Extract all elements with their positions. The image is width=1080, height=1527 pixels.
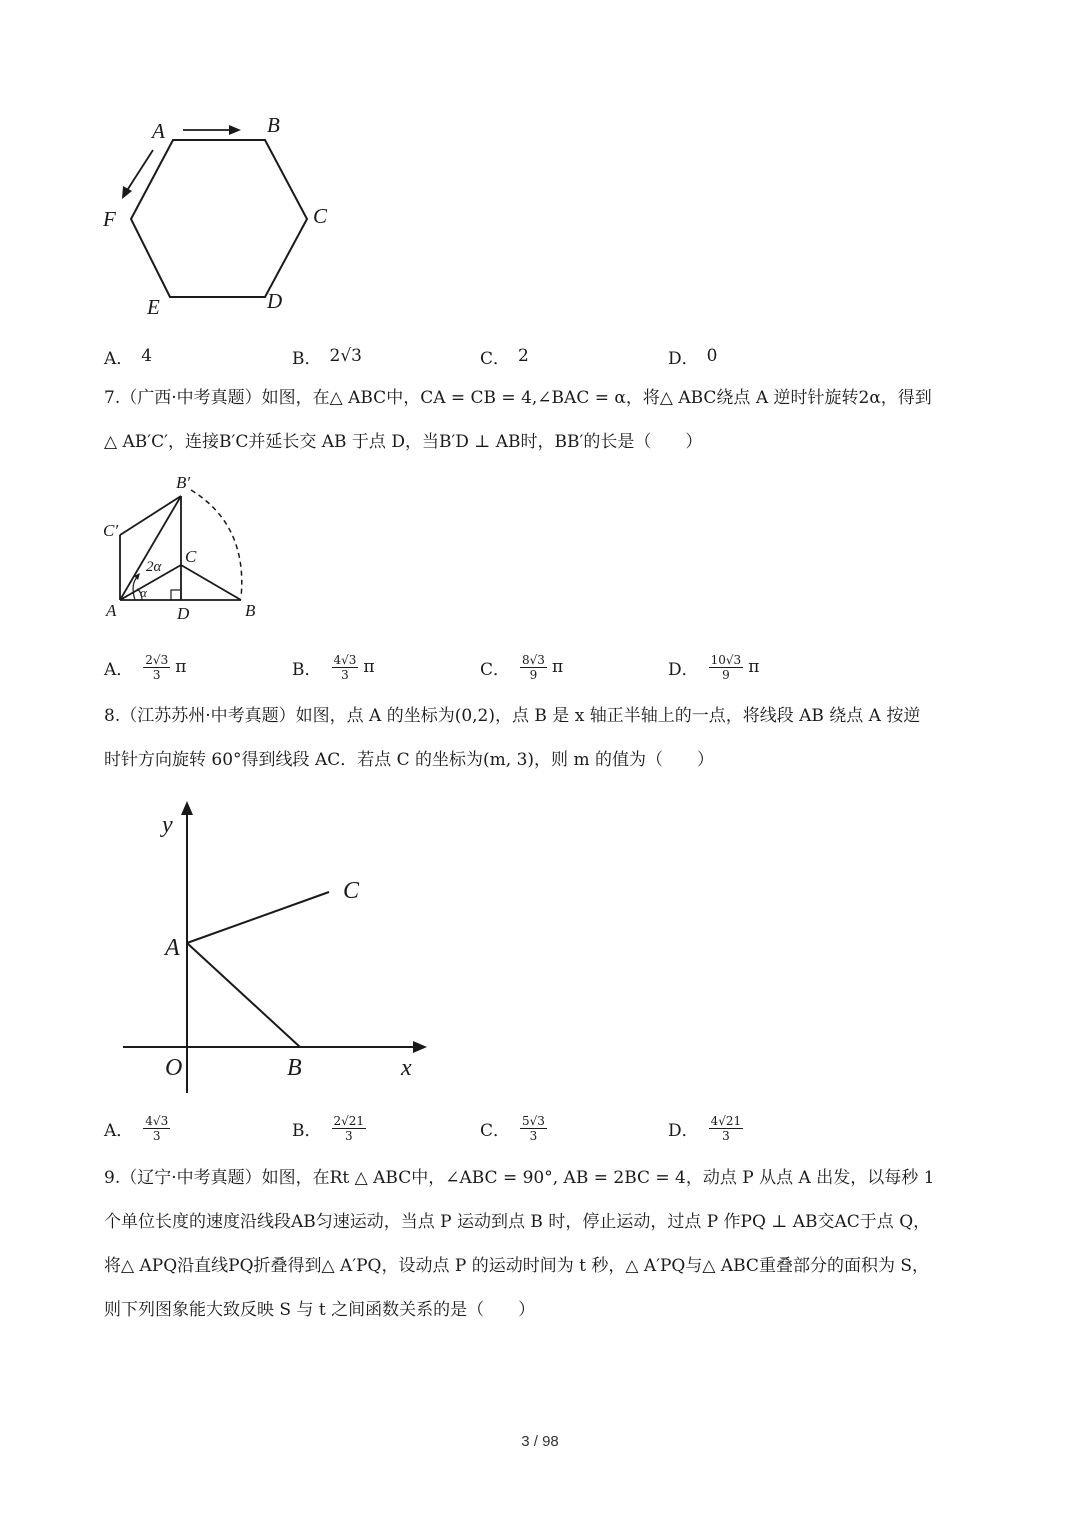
label-b: B	[287, 1055, 302, 1081]
q8-option-a[interactable]: A． $\frac{4√3}{3}$	[104, 1113, 169, 1143]
label-b: B	[245, 601, 256, 620]
q8-option-b[interactable]: B． $\frac{2√21}{3}$	[292, 1113, 365, 1143]
q8-line-2: 时针方向旋转 60°得到线段 AC．若点 C 的坐标为(m, 3)，则 m 的值为（ ）	[104, 750, 714, 770]
q6-options	[104, 336, 1004, 376]
rotation-arc	[191, 490, 242, 598]
label-a: A	[106, 601, 117, 620]
segment-ac	[187, 892, 329, 943]
fraction: $\frac{4√21}{3}$	[710, 1113, 742, 1143]
label-y: y	[162, 812, 173, 838]
q9-line-4: 则下列图象能大致反映 S 与 t 之间函数关系的是（ ）	[104, 1300, 536, 1320]
label-2alpha: 2α	[146, 559, 162, 575]
q7-text	[104, 376, 984, 464]
fraction: $\frac{8√3}{9}$	[522, 652, 545, 682]
label-c: C	[343, 878, 360, 904]
q7-figure	[98, 470, 268, 625]
label-d: D	[177, 604, 190, 623]
q6-option-c[interactable]: C． 2	[480, 346, 529, 369]
arrow-af-head	[122, 186, 132, 199]
q6-option-b[interactable]: B． 2√3	[292, 346, 362, 369]
right-angle-mark	[171, 590, 181, 600]
fraction: $\frac{4√3}{3}$	[333, 652, 357, 682]
q7-line-1: 7.（广西·中考真题）如图，在△ ABC中，CA = CB = 4,∠BAC = α，将△ ABC绕点 A 逆时针旋转2α，得到	[104, 388, 932, 408]
q9-line-3: 将△ APQ沿直线PQ折叠得到△ A′PQ，设动点 P 的运动时间为 t 秒，△ A′PQ与△ ABC重叠部分的面积为 S，	[104, 1256, 929, 1276]
q6-option-a[interactable]: A． 4	[104, 346, 153, 369]
q7-options	[104, 647, 1004, 687]
label-o: O	[165, 1055, 183, 1081]
q8-text	[104, 694, 984, 782]
hexagon-shape	[131, 140, 307, 297]
segment-ab-prime	[120, 496, 181, 600]
vertex-label-f: F	[103, 207, 116, 231]
hexagon-figure	[95, 110, 355, 325]
q6-option-d[interactable]: D． 0	[668, 346, 718, 369]
fraction: $\frac{5√3}{3}$	[522, 1113, 545, 1143]
arrow-ab-head	[229, 125, 241, 135]
vertex-label-a: A	[152, 119, 165, 143]
q9-line-1: 9.（辽宁·中考真题）如图，在Rt △ ABC中，∠ABC = 90°, AB = 2BC = 4，动点 P 从点 A 出发，以每秒 1	[104, 1168, 935, 1188]
label-c-prime: C′	[103, 521, 119, 540]
vertex-label-d: D	[267, 289, 283, 313]
q7-option-a[interactable]: A． $\frac{2√3}{3}$ π	[104, 652, 187, 682]
label-c: C	[185, 547, 197, 566]
q8-option-d[interactable]: D． $\frac{4√21}{3}$	[668, 1113, 742, 1143]
y-axis-arrow	[181, 801, 193, 815]
page-number: 3 / 98	[521, 1433, 559, 1450]
q7-option-c[interactable]: C． $\frac{8√3}{9}$ π	[480, 652, 564, 682]
q8-option-c[interactable]: C． $\frac{5√3}{3}$	[480, 1113, 545, 1143]
q8-options	[104, 1108, 1004, 1148]
fraction: $\frac{4√3}{3}$	[145, 1113, 169, 1143]
fraction: $\frac{10√3}{9}$	[710, 652, 742, 682]
angle-2alpha-arc	[133, 576, 138, 600]
q9-line-2: 个单位长度的速度沿线段AB匀速运动，当点 P 运动到点 B 时，停止运动，过点 P 作PQ ⊥ AB交AC于点 Q，	[104, 1212, 931, 1232]
q8-line-1: 8.（江苏苏州·中考真题）如图，点 A 的坐标为(0,2)，点 B 是 x 轴正半轴上的一点，将线段 AB 绕点 A 按逆	[104, 706, 921, 726]
vertex-label-b: B	[267, 113, 280, 137]
q9-text	[104, 1156, 984, 1332]
segment-ab	[187, 943, 300, 1047]
fraction: $\frac{2√21}{3}$	[333, 1113, 365, 1143]
q8-figure	[115, 795, 445, 1095]
fraction: $\frac{2√3}{3}$	[145, 652, 169, 682]
vertex-label-c: C	[313, 204, 328, 228]
label-x: x	[401, 1055, 412, 1081]
q7-option-b[interactable]: B． $\frac{4√3}{3}$ π	[292, 652, 375, 682]
x-axis-arrow	[413, 1041, 427, 1053]
q7-option-d[interactable]: D． $\frac{10√3}{9}$ π	[668, 652, 760, 682]
q7-line-2: △ AB′C′，连接B′C并延长交 AB 于点 D，当B′D ⊥ AB时，BB′的长是（ ）	[104, 432, 703, 452]
label-a: A	[165, 935, 180, 961]
vertex-label-e: E	[147, 295, 160, 319]
segment-c-prime-b-prime	[120, 496, 181, 535]
label-alpha: α	[140, 585, 147, 600]
segment-cb	[181, 565, 241, 600]
label-b-prime: B′	[176, 473, 191, 492]
